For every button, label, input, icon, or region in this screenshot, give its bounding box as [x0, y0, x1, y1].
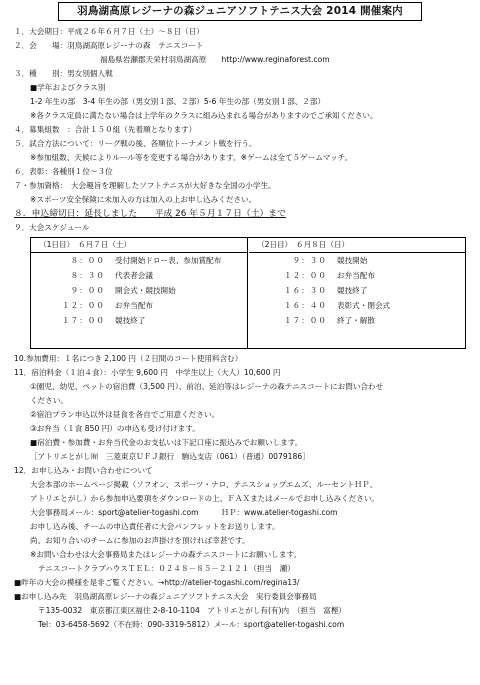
inquiry-text-2: アトリエとがし）から参加申込要項をダウンロードの上、ＦＡＸまたはメールでお申し込みください。 [30, 494, 380, 504]
schedule-day2 [249, 238, 465, 348]
awards: ６．表彰：各種別１位～３位 [14, 167, 113, 177]
bank-account: ［アトリエとがし㈲ 三菱東京ＵＦＪ銀行 駒込支店（061）（普通）0079186］ [30, 452, 310, 462]
clubhouse-tel: テニスコートクラブハウスＴＥＬ：０２４８－８５－２１２１（担当 瀬） [38, 564, 295, 574]
payment-note: ■宿泊費・参加費・お弁当代金のお支払いは下記口座に振込みでお願いします。 [30, 438, 303, 448]
lodging-note-1b: ください。 [30, 396, 68, 406]
class-note: ※各クラス定員に満たない場合は上学年のクラスに組み込まれる場合がありますのでご承知ください。 [30, 111, 378, 121]
schedule-item: ８：００ 受付開始ドロー表、参加賞配布 [70, 256, 222, 266]
participation-fee: 10.参加費用：１名につき 2,100 円（２日間のコート使用料含む） [14, 354, 243, 364]
eligibility: ７・参加資格： 大会趣旨を理解したソフトテニスが大好きな全国の小学生。 [14, 181, 276, 191]
document-title: 羽鳥湖高原レジーナの森ジュニアソフトテニス大会 2014 開催案内 [58, 2, 422, 21]
office-contact: 大会事務局メール：sport@atelier-togashi.com ＨＰ：www.atelier-togashi.com [30, 508, 338, 518]
schedule-table [30, 237, 466, 349]
day1-header: （1日目） ６月７日（土） [31, 238, 247, 253]
schedule-item: ９：３０ 競技開始 [292, 256, 368, 266]
last-year-link[interactable]: ■昨年の大会の模様を是非ご覧ください。→http://atelier-togashi.com/regina13/ [14, 578, 300, 588]
team-count: ４．募集組数 ：合計１５０組（先着順となります） [14, 125, 197, 135]
schedule-item: ９：００ 開会式・競技開始 [70, 286, 176, 296]
class-heading: ■学年およびクラス別 [30, 83, 106, 93]
schedule-item: ８：３０ 代表者会議 [70, 271, 153, 281]
schedule-heading: ９．大会スケジュール [14, 223, 90, 233]
match-format: ５．試合方法について：リーグ戦の後、各順位トーナメント戦を行う。 [14, 139, 257, 149]
class-list: 1-2 年生の部 3-4 年生の部（男女別１部、２部）5-6 年生の部（男女別１部、２部） [30, 97, 326, 107]
inquiry-text-5: ※お問い合わせは大会事務局またはレジーナの森テニスコートにお願いします。 [30, 550, 302, 560]
lodging-note-1: ①園児、幼児、ペットの宿泊費（3,500 円）、前泊、延泊等はレジーナの森テニスコートにお問い合わせ [30, 382, 384, 392]
schedule-item: １６：４０ 表彰式・閉会式 [284, 301, 391, 311]
schedule-item: １６：３０ 競技終了 [284, 286, 368, 296]
event-date: １．大会期日：平成２６年６月７日（土）～８日（日） [14, 27, 204, 37]
contact-tel-mail: Tel：03-6458-5692（不在時：090-3319-5812）メール：sport@atelier-togashi.com [38, 620, 345, 630]
venue: ２．会 場：羽鳥湖高原レジーナの森 テニスコート [14, 41, 204, 51]
postal-address: 〒135-0032 東京都江東区福住 2-8-10-1104 アトリエとがし有(有)内 （担当 富樫） [38, 606, 347, 616]
category: ３．種 別：男女別個人戦 [14, 69, 113, 79]
schedule-day1 [31, 238, 248, 348]
application-address-heading: ■お申し込み先 羽鳥湖高原レジーナの森ジュニアソフトテニス大会 実行委員会事務局 [14, 592, 317, 602]
schedule-item: １２：００ お弁当配布 [284, 271, 375, 281]
lodging-note-2: ②宿泊プラン申込以外は昼食を各自でご用意ください。 [30, 410, 220, 420]
deadline: ８．申込締切日：延長しました 平成 26 年５月１７日（土）まで [14, 209, 286, 220]
lodging-fee: 11．宿泊料金（１泊４食）：小学生 9,600 円 中学生以上（大人）10,600 円 [14, 368, 281, 378]
venue-address: 福島県岩瀬郡天栄村羽鳥湖高原 http://www.reginaforest.com [100, 55, 330, 65]
inquiry-text-1: 大会本部のホームページ掲載（ソフオン、スポーツ・ナロ、テニスショップエムズ、ルーセントＨＰ、 [30, 480, 378, 490]
day2-header: （2日目） ６月８日（日） [249, 238, 465, 253]
inquiry-text-4: 尚、お知り合いのチームに参加のお声掛けを頂ければ幸甚です。 [30, 536, 250, 546]
schedule-item: １７：００ 競技終了 [62, 316, 146, 326]
insurance-note: ※スポーツ安全保険に未加入の方は加入の上お申し込みください。 [30, 195, 257, 205]
match-note: ※参加組数、天候によりルール等を変更する場合があります。※ゲームは全て５ゲームマッチ。 [30, 153, 353, 163]
schedule-item: １２：００ お弁当配布 [62, 301, 153, 311]
lodging-note-3: ③お弁当（１食 850 円）の申込も受け付けます。 [30, 424, 200, 434]
schedule-item: １７：００ 終了・解散 [284, 316, 375, 326]
inquiry-heading: 12．お申し込み・お問い合わせについて [14, 466, 153, 476]
inquiry-text-3: お申し込み後、チームの申込責任者に大会パンフレットをお送りします。 [30, 522, 280, 532]
